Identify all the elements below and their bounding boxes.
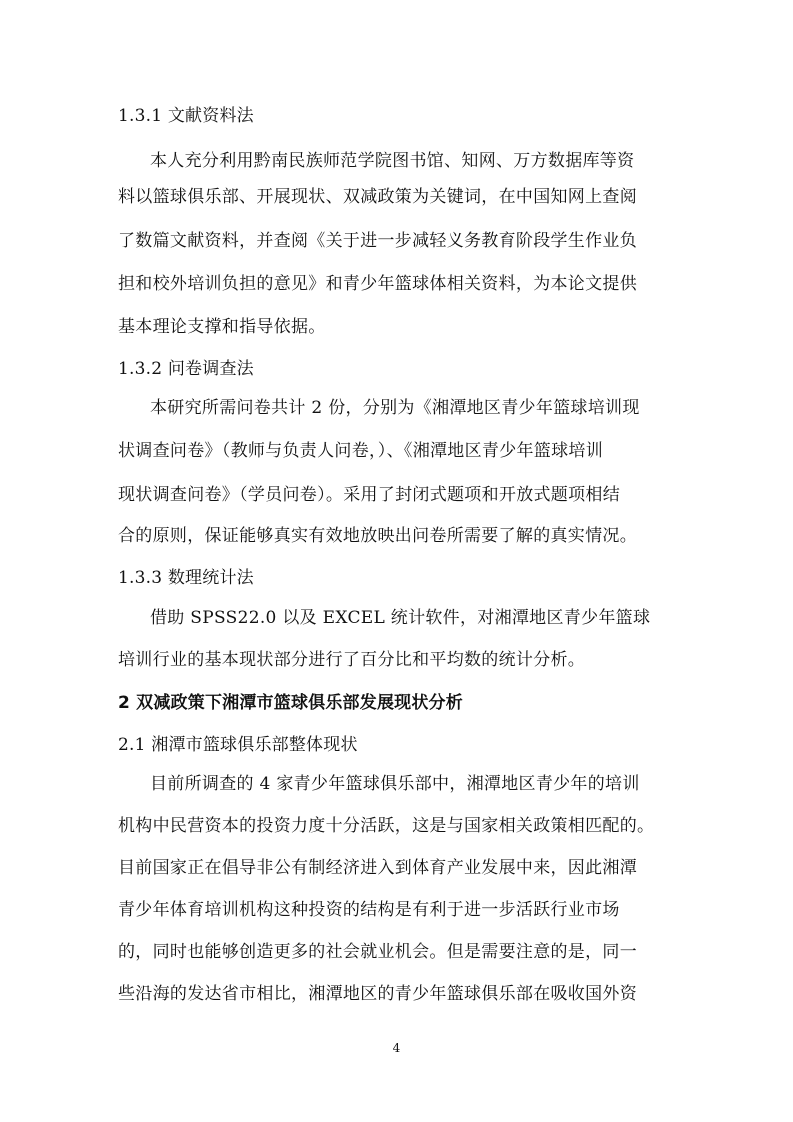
paragraph-line: 青少年体育培训机构这种投资的结构是有利于进一步活跃行业市场: [118, 900, 620, 920]
paragraph-line: 的，同时也能够创造更多的社会就业机会。但是需要注意的是，同一: [118, 942, 637, 962]
paragraph-line: 本研究所需问卷共计 2 份，分别为《湘潭地区青少年篮球培训现: [150, 398, 640, 418]
page-number: 4: [392, 1041, 401, 1055]
paragraph-line: 基本理论支撑和指导依据。: [118, 317, 326, 337]
paragraph-line: 本人充分利用黔南民族师范学院图书馆、知网、万方数据库等资: [150, 151, 635, 171]
paragraph-line: 目前国家正在倡导非公有制经济进入到体育产业发展中来，因此湘潭: [118, 858, 637, 878]
paragraph-line: 机构中民营资本的投资力度十分活跃，这是与国家相关政策相匹配的。: [118, 816, 655, 836]
heading-1-3-3: 1.3.3 数理统计法: [118, 568, 254, 588]
paragraph-line: 借助 SPSS22.0 以及 EXCEL 统计软件，对湘潭地区青少年篮球: [150, 608, 651, 628]
paragraph-line: 现状调查问卷》（学员问卷）。采用了封闭式题项和开放式题项相结: [118, 485, 620, 505]
paragraph-line: 些沿海的发达省市相比，湘潭地区的青少年篮球俱乐部在吸收国外资: [118, 984, 637, 1004]
paragraph-line: 培训行业的基本现状部分进行了百分比和平均数的统计分析。: [118, 650, 586, 670]
paragraph-line: 料以篮球俱乐部、开展现状、双减政策为关键词，在中国知网上查阅: [118, 187, 637, 207]
paragraph-line: 了数篇文献资料，并查阅《关于进一步减轻义务教育阶段学生作业负: [118, 231, 637, 251]
heading-1-3-2: 1.3.2 问卷调查法: [118, 359, 254, 379]
heading-2: 2 双减政策下湘潭市篮球俱乐部发展现状分析: [118, 693, 463, 713]
paragraph-line: 合的原则，保证能够真实有效地放映出问卷所需要了解的真实情况。: [118, 526, 637, 546]
paragraph-line: 担和校外培训负担的意见》和青少年篮球体相关资料，为本论文提供: [118, 274, 637, 294]
paragraph-line: 目前所调查的 4 家青少年篮球俱乐部中，湘潭地区青少年的培训: [150, 774, 640, 794]
heading-1-3-1: 1.3.1 文献资料法: [118, 106, 254, 126]
heading-2-1: 2.1 湘潭市篮球俱乐部整体现状: [118, 735, 358, 755]
paragraph-line: 状调查问卷》（教师与负责人问卷，）、《湘潭地区青少年篮球培训: [118, 441, 603, 461]
